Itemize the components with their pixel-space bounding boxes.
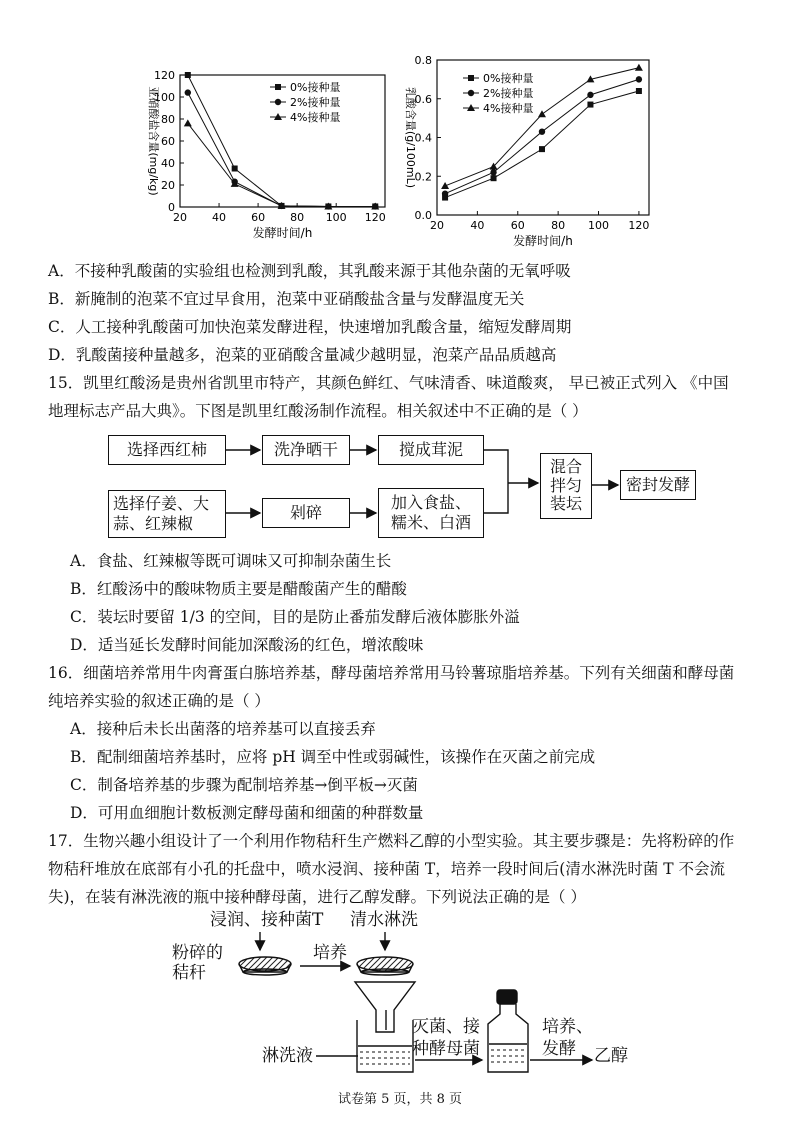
y-tick-label: 40 — [161, 157, 175, 170]
q16-stem-line2: 纯培养实验的叙述正确的是（ ） — [48, 692, 270, 710]
label-ferment-line1: 培养、 — [542, 1017, 593, 1037]
q14-option-d: D．乳酸菌接种量越多，泡菜的亚硝酸含量减少越明显，泡菜产品品质越高 — [48, 346, 557, 364]
q16-option-d: D．可用血细胞计数板测定酵母菌和细菌的种群数量 — [70, 804, 424, 822]
flow-box-mix-jar-line1: 混合 — [549, 457, 582, 477]
x-tick-label: 120 — [364, 211, 386, 224]
flow-box-select-tomato: 选择西红柿 — [108, 435, 226, 465]
x-tick-label: 80 — [551, 219, 566, 232]
q15-option-a: A．食盐、红辣椒等既可调味又可抑制杂菌生长 — [70, 552, 392, 570]
flow-box-seal-ferment: 密封发酵 — [620, 470, 696, 500]
q16-option-a: A．接种后未长出菌落的培养基可以直接丢弃 — [70, 720, 376, 738]
flow-box-wash-dry: 洗净晒干 — [262, 435, 350, 465]
x-tick-label: 80 — [290, 211, 305, 224]
y-tick-label: 0.4 — [414, 131, 432, 145]
y-tick-label: 60 — [161, 135, 175, 148]
q15-stem-line2: 地理标志产品大典》。下图是凯里红酸汤制作流程。相关叙述中不正确的是（ ） — [48, 402, 588, 420]
x-axis-label: 发酵时间/h — [252, 226, 313, 240]
y-tick-label: 0.2 — [414, 170, 432, 184]
y-tick-label: 0 — [168, 201, 175, 214]
label-ferment-line2: 发酵 — [542, 1039, 576, 1059]
q15-option-c: C．装坛时要留 1/3 的空间，目的是防止番茄发酵后液体膨胀外溢 — [70, 608, 520, 626]
x-tick-label: 100 — [325, 211, 347, 224]
y-tick-label: 80 — [161, 113, 175, 126]
q15-stem-line1: 15．凯里红酸汤是贵州省凯里市特产，其颜色鲜红、气味清香、味道酸爽， 早已被正式列入 《中国 — [48, 374, 729, 392]
q16-option-b: B．配制细菌培养基时，应将 pH 调至中性或弱碱性，该操作在灭菌之前完成 — [70, 748, 596, 766]
label-eluate: 淋洗液 — [262, 1046, 313, 1066]
y-tick-label: 0.6 — [414, 92, 432, 106]
y-tick-label: 0.8 — [414, 54, 432, 67]
legend-label: 0%接种量 — [290, 81, 341, 94]
flow-box-chop: 剁碎 — [262, 498, 350, 528]
y-axis-label: 亚硝酸盐含量(mg/kg) — [147, 86, 160, 196]
x-tick-label: 120 — [628, 219, 650, 232]
flow-box-puree: 搅成茸泥 — [378, 435, 484, 465]
x-tick-label: 40 — [470, 219, 485, 232]
flow-box-add-ingredients-line1: 加入食盐、 — [390, 493, 471, 512]
legend-label: 4%接种量 — [290, 111, 341, 124]
flow-box-select-spices-line1: 选择仔姜、大 — [113, 494, 210, 513]
label-sterilize-line1: 灭菌、接 — [412, 1017, 480, 1037]
x-tick-label: 60 — [251, 211, 266, 224]
label-straw-line1: 粉碎的 — [172, 943, 223, 963]
label-moisten-inoculate: 浸润、接种菌T — [210, 910, 324, 930]
q15-option-b: B．红酸汤中的酸味物质主要是醋酸菌产生的醋酸 — [70, 580, 407, 598]
y-tick-label: 0.0 — [414, 209, 432, 222]
y-tick-label: 20 — [161, 179, 175, 192]
x-axis-label: 发酵时间/h — [513, 234, 573, 248]
page-footer: 试卷第 5 页，共 8 页 — [337, 1092, 463, 1107]
legend-label: 2%接种量 — [290, 96, 341, 109]
legend-label: 2%接种量 — [483, 87, 534, 100]
y-axis-label: 乳酸含量(g/100mL) — [404, 86, 417, 189]
legend-label: 4%接种量 — [483, 102, 534, 115]
q14-option-b: B．新腌制的泡菜不宜过早食用，泡菜中亚硝酸盐含量与发酵温度无关 — [48, 290, 525, 308]
q14-option-a: A．不接种乳酸菌的实验组也检测到乳酸，其乳酸来源于其他杂菌的无氧呼吸 — [48, 262, 571, 280]
x-tick-label: 20 — [430, 219, 444, 232]
label-rinse: 清水淋洗 — [350, 910, 418, 930]
label-straw-line2: 秸秆 — [172, 963, 206, 983]
flow-box-add-ingredients-line2: 糯米、白酒 — [390, 513, 471, 532]
q16-stem-line1: 16．细菌培养常用牛肉膏蛋白胨培养基，酵母菌培养常用马铃薯琼脂培养基。下列有关细菌和酵母菌 — [48, 664, 735, 682]
label-ethanol: 乙醇 — [594, 1046, 628, 1066]
flow-box-select-spices-line2: 蒜、红辣椒 — [113, 514, 194, 533]
q17-stem-line1: 17．生物兴趣小组设计了一个利用作物秸秆生产燃料乙醇的小型实验。其主要步骤是：先将粉碎的作 — [48, 832, 735, 850]
label-sterilize-line2: 种酵母菌 — [412, 1039, 480, 1059]
label-culture: 培养 — [313, 943, 347, 963]
x-tick-label: 60 — [510, 219, 525, 232]
q14-option-c: C．人工接种乳酸菌可加快泡菜发酵进程，快速增加乳酸含量，缩短发酵周期 — [48, 318, 572, 336]
legend-label: 0%接种量 — [483, 72, 534, 85]
q16-option-c: C．制备培养基的步骤为配制培养基→倒平板→灭菌 — [70, 776, 418, 794]
flow-box-mix-jar-line3: 装坛 — [549, 494, 582, 514]
q17-stem-line2: 物秸秆堆放在底部有小孔的托盘中，喷水浸润、接种菌 T，培养一段时间后(清水淋洗时菌 T 不会流 — [48, 860, 726, 878]
y-tick-label: 120 — [154, 69, 175, 82]
x-tick-label: 100 — [588, 219, 610, 232]
q17-stem-line3: 失)，在装有淋洗液的瓶中接种酵母菌，进行乙醇发酵。下列说法正确的是（ ） — [48, 888, 586, 906]
x-tick-label: 20 — [173, 211, 187, 224]
flow-box-mix-jar-line2: 拌匀 — [549, 475, 582, 495]
y-tick-label: 100 — [154, 91, 175, 104]
x-tick-label: 40 — [212, 211, 227, 224]
q15-option-d: D．适当延长发酵时间能加深酸汤的红色，增浓酸味 — [70, 636, 424, 654]
